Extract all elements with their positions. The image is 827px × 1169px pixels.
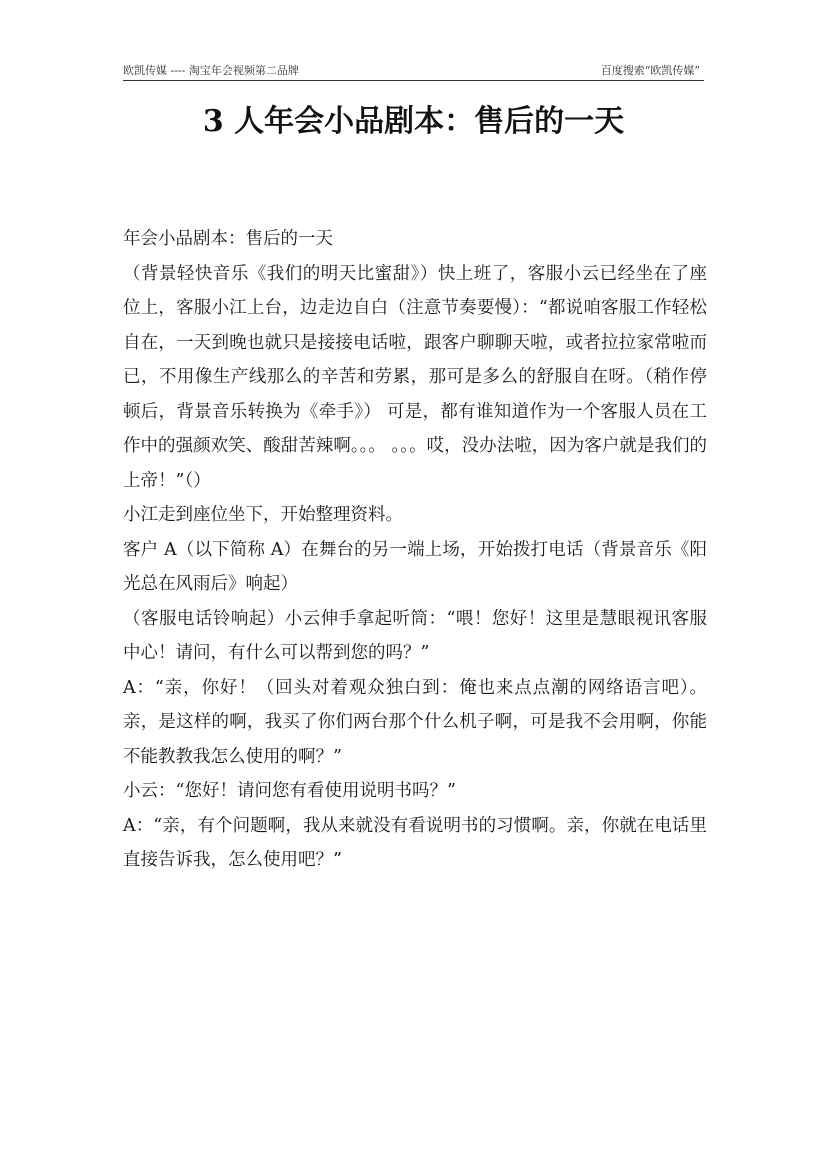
header-left-text: 欧凯传媒 ---- 淘宝年会视频第二品牌 [123, 64, 299, 77]
paragraph: A：“亲，有个问题啊，我从来就没有看说明书的习惯啊。亲，你就在电话里直接告诉我，怎么使用吧？” [123, 815, 707, 870]
paragraph: 小江走到座位坐下，开始整理资料。 [123, 505, 403, 525]
paragraph: 客户 A（以下简称 A）在舞台的另一端上场，开始拨打电话（背景音乐《阳光总在风雨后》响起） [123, 539, 707, 594]
paragraph-opening: （背景轻快音乐《我们的明天比蜜甜》）快上班了，客服小云已经坐在了座位上，客服小江上台，边走边自白（注意节奏要慢）：“都说咱客服工作轻松自在，一天到晚也就只是接接电话啦，跟客户聊聊天啦，或者拉拉家常啦而已，不用像生产线那么的辛苦和劳累，那可是多么的舒服自在呀。（稍作停顿后，背景音乐转换为《牵手》） 可是，都有谁知道作为一个客服人员在工作中的强颜欢笑、酸甜苦辣啊。。。 。。。哎，没办法啦，因为客户就是我们的上帝！”（） [123, 263, 707, 491]
page-header [123, 60, 704, 81]
paragraph: 小云：“您好！请问您有看使用说明书吗？” [123, 781, 456, 801]
document-body [123, 222, 707, 878]
document-title: 3 人年会小品剧本：售后的一天 [202, 104, 625, 139]
paragraph: A：“亲，你好！（回头对着观众独白到：俺也来点点潮的网络语言吧）。亲，是这样的啊，我买了你们两台那个什么机子啊，可是我不会用啊，你能不能教教我怎么使用的啊？” [123, 677, 707, 767]
paragraph-subtitle: 年会小品剧本：售后的一天 [123, 229, 333, 249]
header-right-text: 百度搜索“欧凯传媒” [600, 64, 700, 77]
paragraph: （客服电话铃响起）小云伸手拿起听筒：“喂！您好！这里是慧眼视讯客服中心！请问，有什么可以帮到您的吗？” [123, 608, 707, 663]
